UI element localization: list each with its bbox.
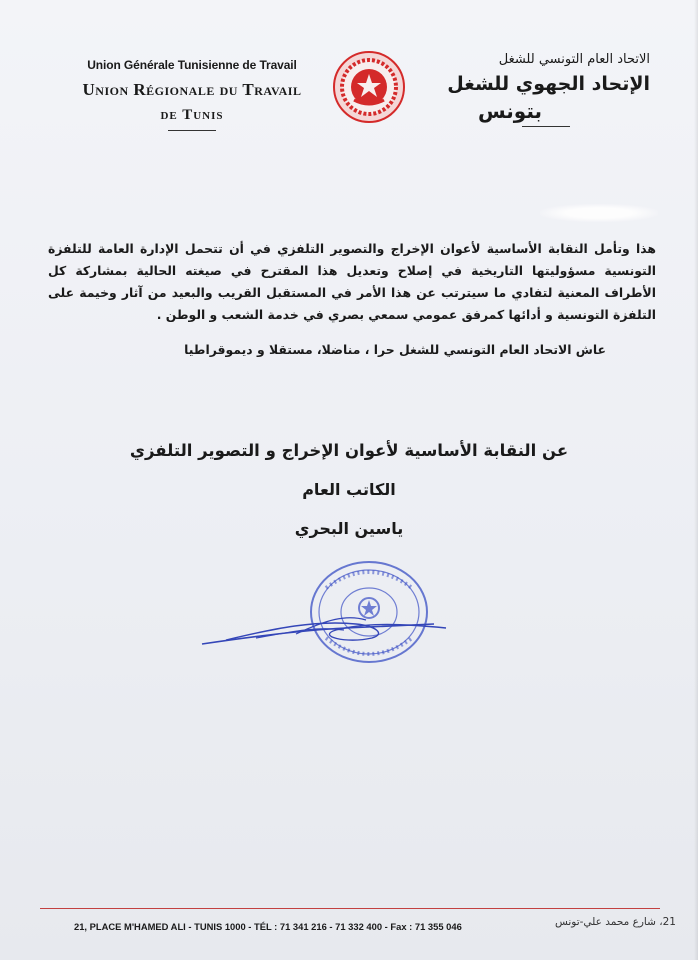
body-line: التونسية مسؤوليتها التاريخية في إصلاح وتعديل هذا المقترح في صيغته الحالية بمشاركة كل — [48, 263, 656, 278]
footer-divider — [40, 908, 660, 909]
union-regionale-title: Union Régionale du Travail — [82, 80, 302, 99]
header-french — [62, 58, 322, 131]
body-line: هذا وتأمل النقابة الأساسية لأعوان الإخراج والتصوير التلفزي في أن تتحمل الإدارة العامة للتلفزة — [48, 241, 656, 256]
ugtt-arabic-title: الاتحاد العام التونسي للشغل — [498, 52, 650, 67]
signatory-organization: عن النقابة الأساسية لأعوان الإخراج و التصوير التلفزي — [129, 441, 569, 460]
body-paragraph — [48, 238, 656, 326]
body-line: الأطراف المعنية لتفادي ما سيترتب عن هذا الأمر في المستقبل القريب والبعيد من آثار وخيمة على — [48, 285, 656, 300]
tunis-arabic-title: بتونس — [478, 99, 542, 123]
de-tunis-title: de Tunis — [160, 107, 224, 123]
regional-union-arabic-title: الإتحاد الجهوي للشغل — [447, 73, 650, 95]
signatory-name: ياسين البحري — [294, 519, 404, 538]
signatory-role: الكاتب العام — [302, 480, 396, 499]
body-line: التلفزة التونسية و أدائها كمرفق عمومي سمعي بصري في خدمة الشعب و الوطن . — [156, 307, 656, 322]
header-arabic-divider — [522, 126, 570, 127]
ugtt-logo — [332, 50, 406, 124]
redacted-date — [540, 204, 658, 222]
footer-address-french: 21, PLACE M'HAMED ALI - TUNIS 1000 - TÉL : 71 341 216 - 71 332 400 - Fax : 71 355 046 — [74, 921, 462, 932]
union-generale-title: Union Générale Tunisienne de Travail — [87, 58, 297, 72]
page-edge-shadow — [694, 0, 698, 960]
header-arabic — [420, 52, 650, 127]
footer-address-arabic: 21، شارع محمد علي-تونس — [554, 916, 676, 928]
closing-slogan: عاش الاتحاد العام التونسي للشغل حرا ، مناضلا، مستقلا و ديموقراطيا — [184, 342, 606, 357]
header-divider — [168, 130, 216, 131]
handwritten-signature — [196, 590, 456, 660]
